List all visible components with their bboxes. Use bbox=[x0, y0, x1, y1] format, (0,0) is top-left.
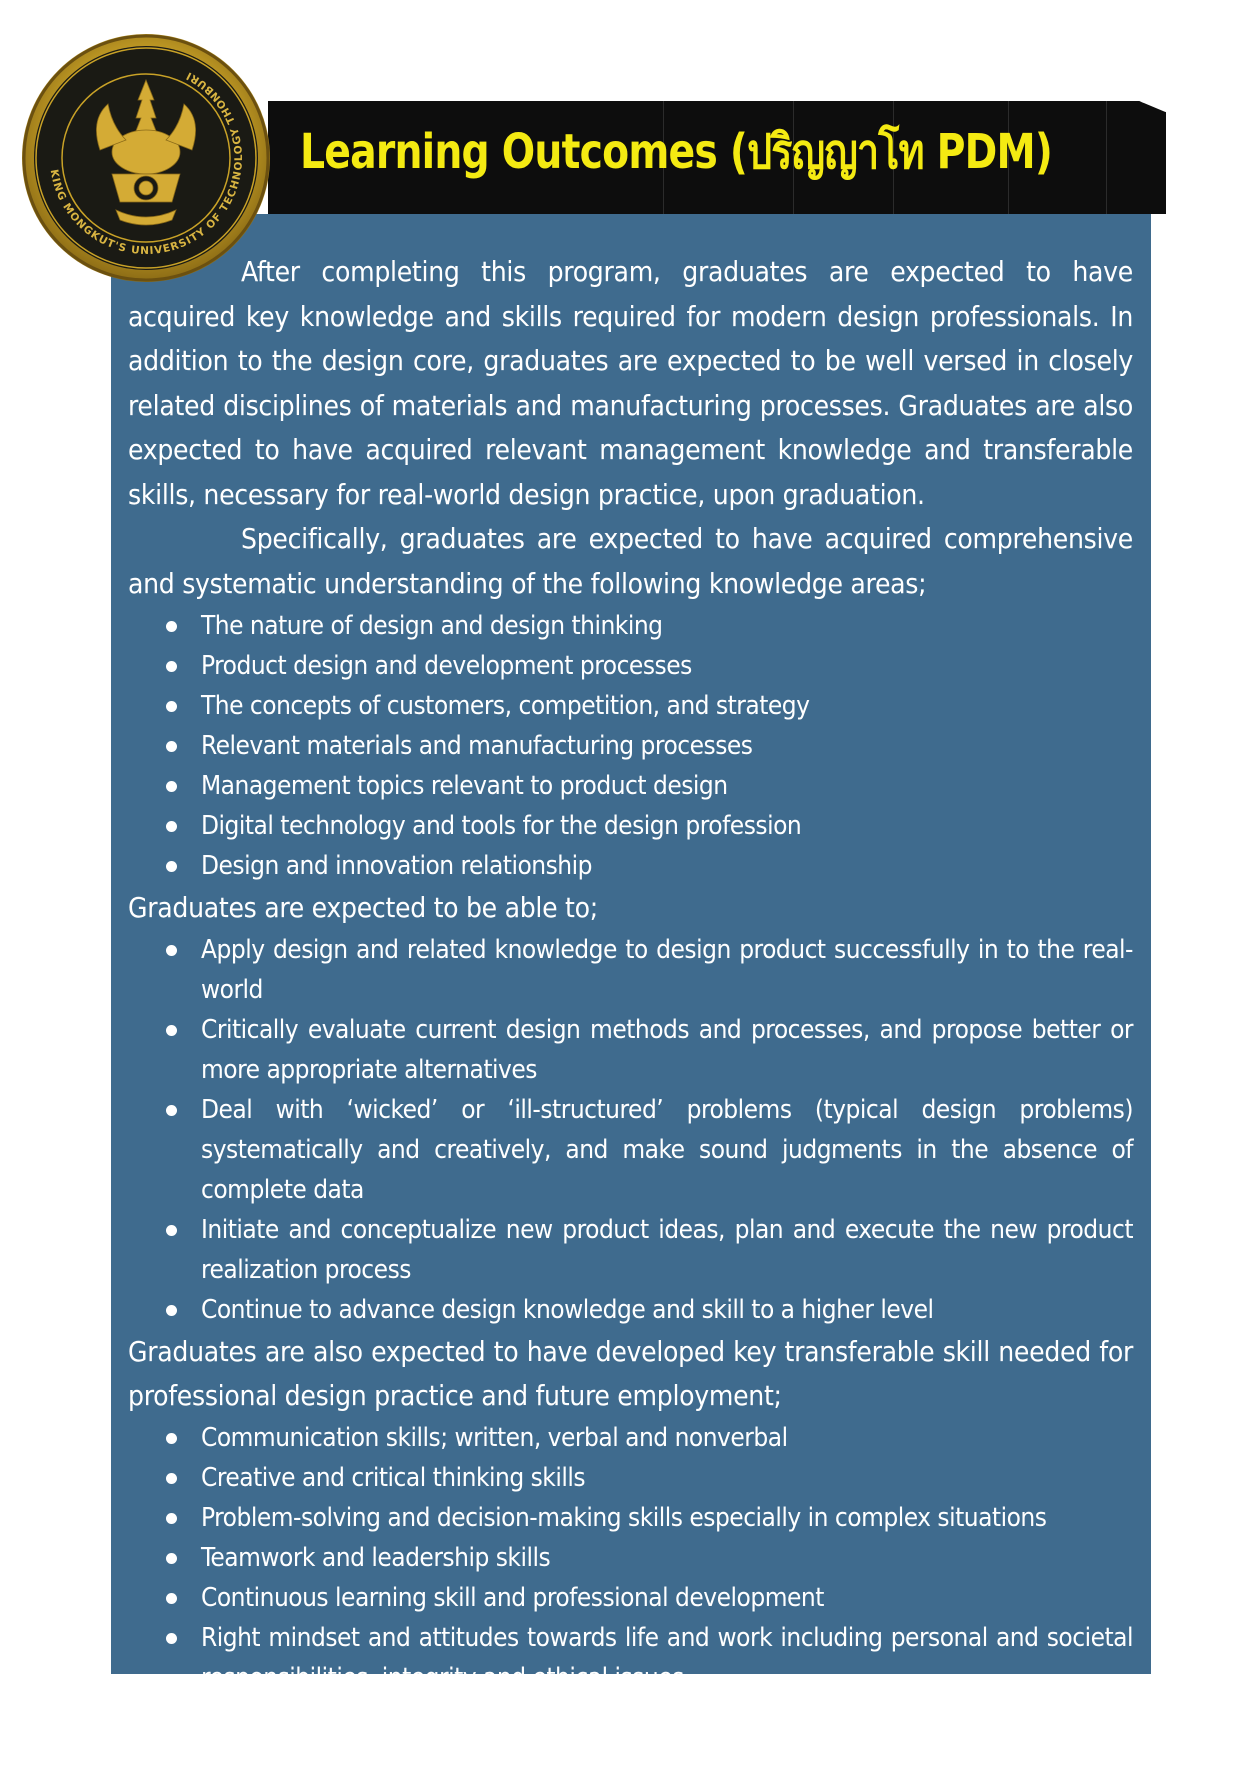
bullet-icon bbox=[166, 1225, 177, 1236]
list-item: The concepts of customers, competition, and strategy bbox=[128, 686, 1133, 726]
list-item: Creative and critical thinking skills bbox=[128, 1458, 1133, 1498]
list-item: Initiate and conceptualize new product ideas, plan and execute the new product realization process bbox=[128, 1210, 1133, 1290]
list-item: Digital technology and tools for the design profession bbox=[128, 806, 1133, 846]
bullet-icon bbox=[166, 621, 177, 632]
transferable-skills-list bbox=[128, 1418, 1133, 1698]
list-item: Problem-solving and decision-making skills especially in complex situations bbox=[128, 1498, 1133, 1538]
bullet-icon bbox=[166, 1633, 177, 1644]
knowledge-areas-intro: Specifically, graduates are expected to have acquired comprehensive and systematic understanding of the following knowledge areas; bbox=[128, 522, 1133, 600]
list-item: Apply design and related knowledge to design product successfully in to the real-world bbox=[128, 930, 1133, 1010]
bullet-icon bbox=[166, 1553, 177, 1564]
list-item: Continue to advance design knowledge and skill to a higher level bbox=[128, 1290, 1133, 1330]
seal-ring-text: KING MONGKUT'S UNIVERSITY OF TECHNOLOGY THONBURI bbox=[47, 68, 246, 258]
bullet-icon bbox=[166, 781, 177, 792]
bullet-icon bbox=[166, 1433, 177, 1444]
bullet-icon bbox=[166, 1025, 177, 1036]
bullet-icon bbox=[166, 945, 177, 956]
list-item: The nature of design and design thinking bbox=[128, 606, 1133, 646]
intro-paragraph: After completing this program, graduates are expected to have acquired key knowledge and skills required for modern design professionals. In addition to the design core, graduates are expected to be well versed in closely related disciplines of materials and manufacturing processes. Graduates are also expected to have acquired relevant management knowledge and transferable skills, necessary for real-world design practice, upon graduation. bbox=[128, 255, 1133, 511]
learning-outcomes-body bbox=[128, 250, 1133, 1698]
transferable-skills-heading: Graduates are also expected to have developed key transferable skill needed for professional design practice and future employment; bbox=[128, 1335, 1133, 1412]
list-item: Critically evaluate current design methods and processes, and propose better or more appropriate alternatives bbox=[128, 1010, 1133, 1090]
list-item: Design and innovation relationship bbox=[128, 846, 1133, 886]
university-seal-logo bbox=[20, 32, 272, 284]
bullet-icon bbox=[166, 701, 177, 712]
title-bar-rule bbox=[1106, 101, 1107, 214]
list-item: Teamwork and leadership skills bbox=[128, 1538, 1133, 1578]
page-title: Learning Outcomes (ปริญญาโท PDM) bbox=[300, 124, 1053, 180]
bullet-icon bbox=[166, 1513, 177, 1524]
bullet-icon bbox=[166, 741, 177, 752]
bullet-icon bbox=[166, 1305, 177, 1316]
bullet-icon bbox=[166, 1473, 177, 1484]
bullet-icon bbox=[166, 1593, 177, 1604]
abilities-heading: Graduates are expected to be able to; bbox=[128, 891, 598, 924]
list-item: Relevant materials and manufacturing processes bbox=[128, 726, 1133, 766]
bullet-icon bbox=[166, 861, 177, 872]
list-item: Communication skills; written, verbal and nonverbal bbox=[128, 1418, 1133, 1458]
abilities-list bbox=[128, 930, 1133, 1330]
list-item: Product design and development processes bbox=[128, 646, 1133, 686]
bullet-icon bbox=[166, 661, 177, 672]
list-item: Right mindset and attitudes towards life and work including personal and societal responsibilities, integrity and ethical issues bbox=[128, 1618, 1133, 1698]
bullet-icon bbox=[166, 1105, 177, 1116]
list-item: Management topics relevant to product design bbox=[128, 766, 1133, 806]
knowledge-areas-list bbox=[128, 606, 1133, 886]
list-item: Continuous learning skill and professional development bbox=[128, 1578, 1133, 1618]
bullet-icon bbox=[166, 821, 177, 832]
list-item: Deal with ‘wicked’ or ‘ill-structured’ problems (typical design problems) systematically and creatively, and make sound judgments in the absence of complete data bbox=[128, 1090, 1133, 1210]
